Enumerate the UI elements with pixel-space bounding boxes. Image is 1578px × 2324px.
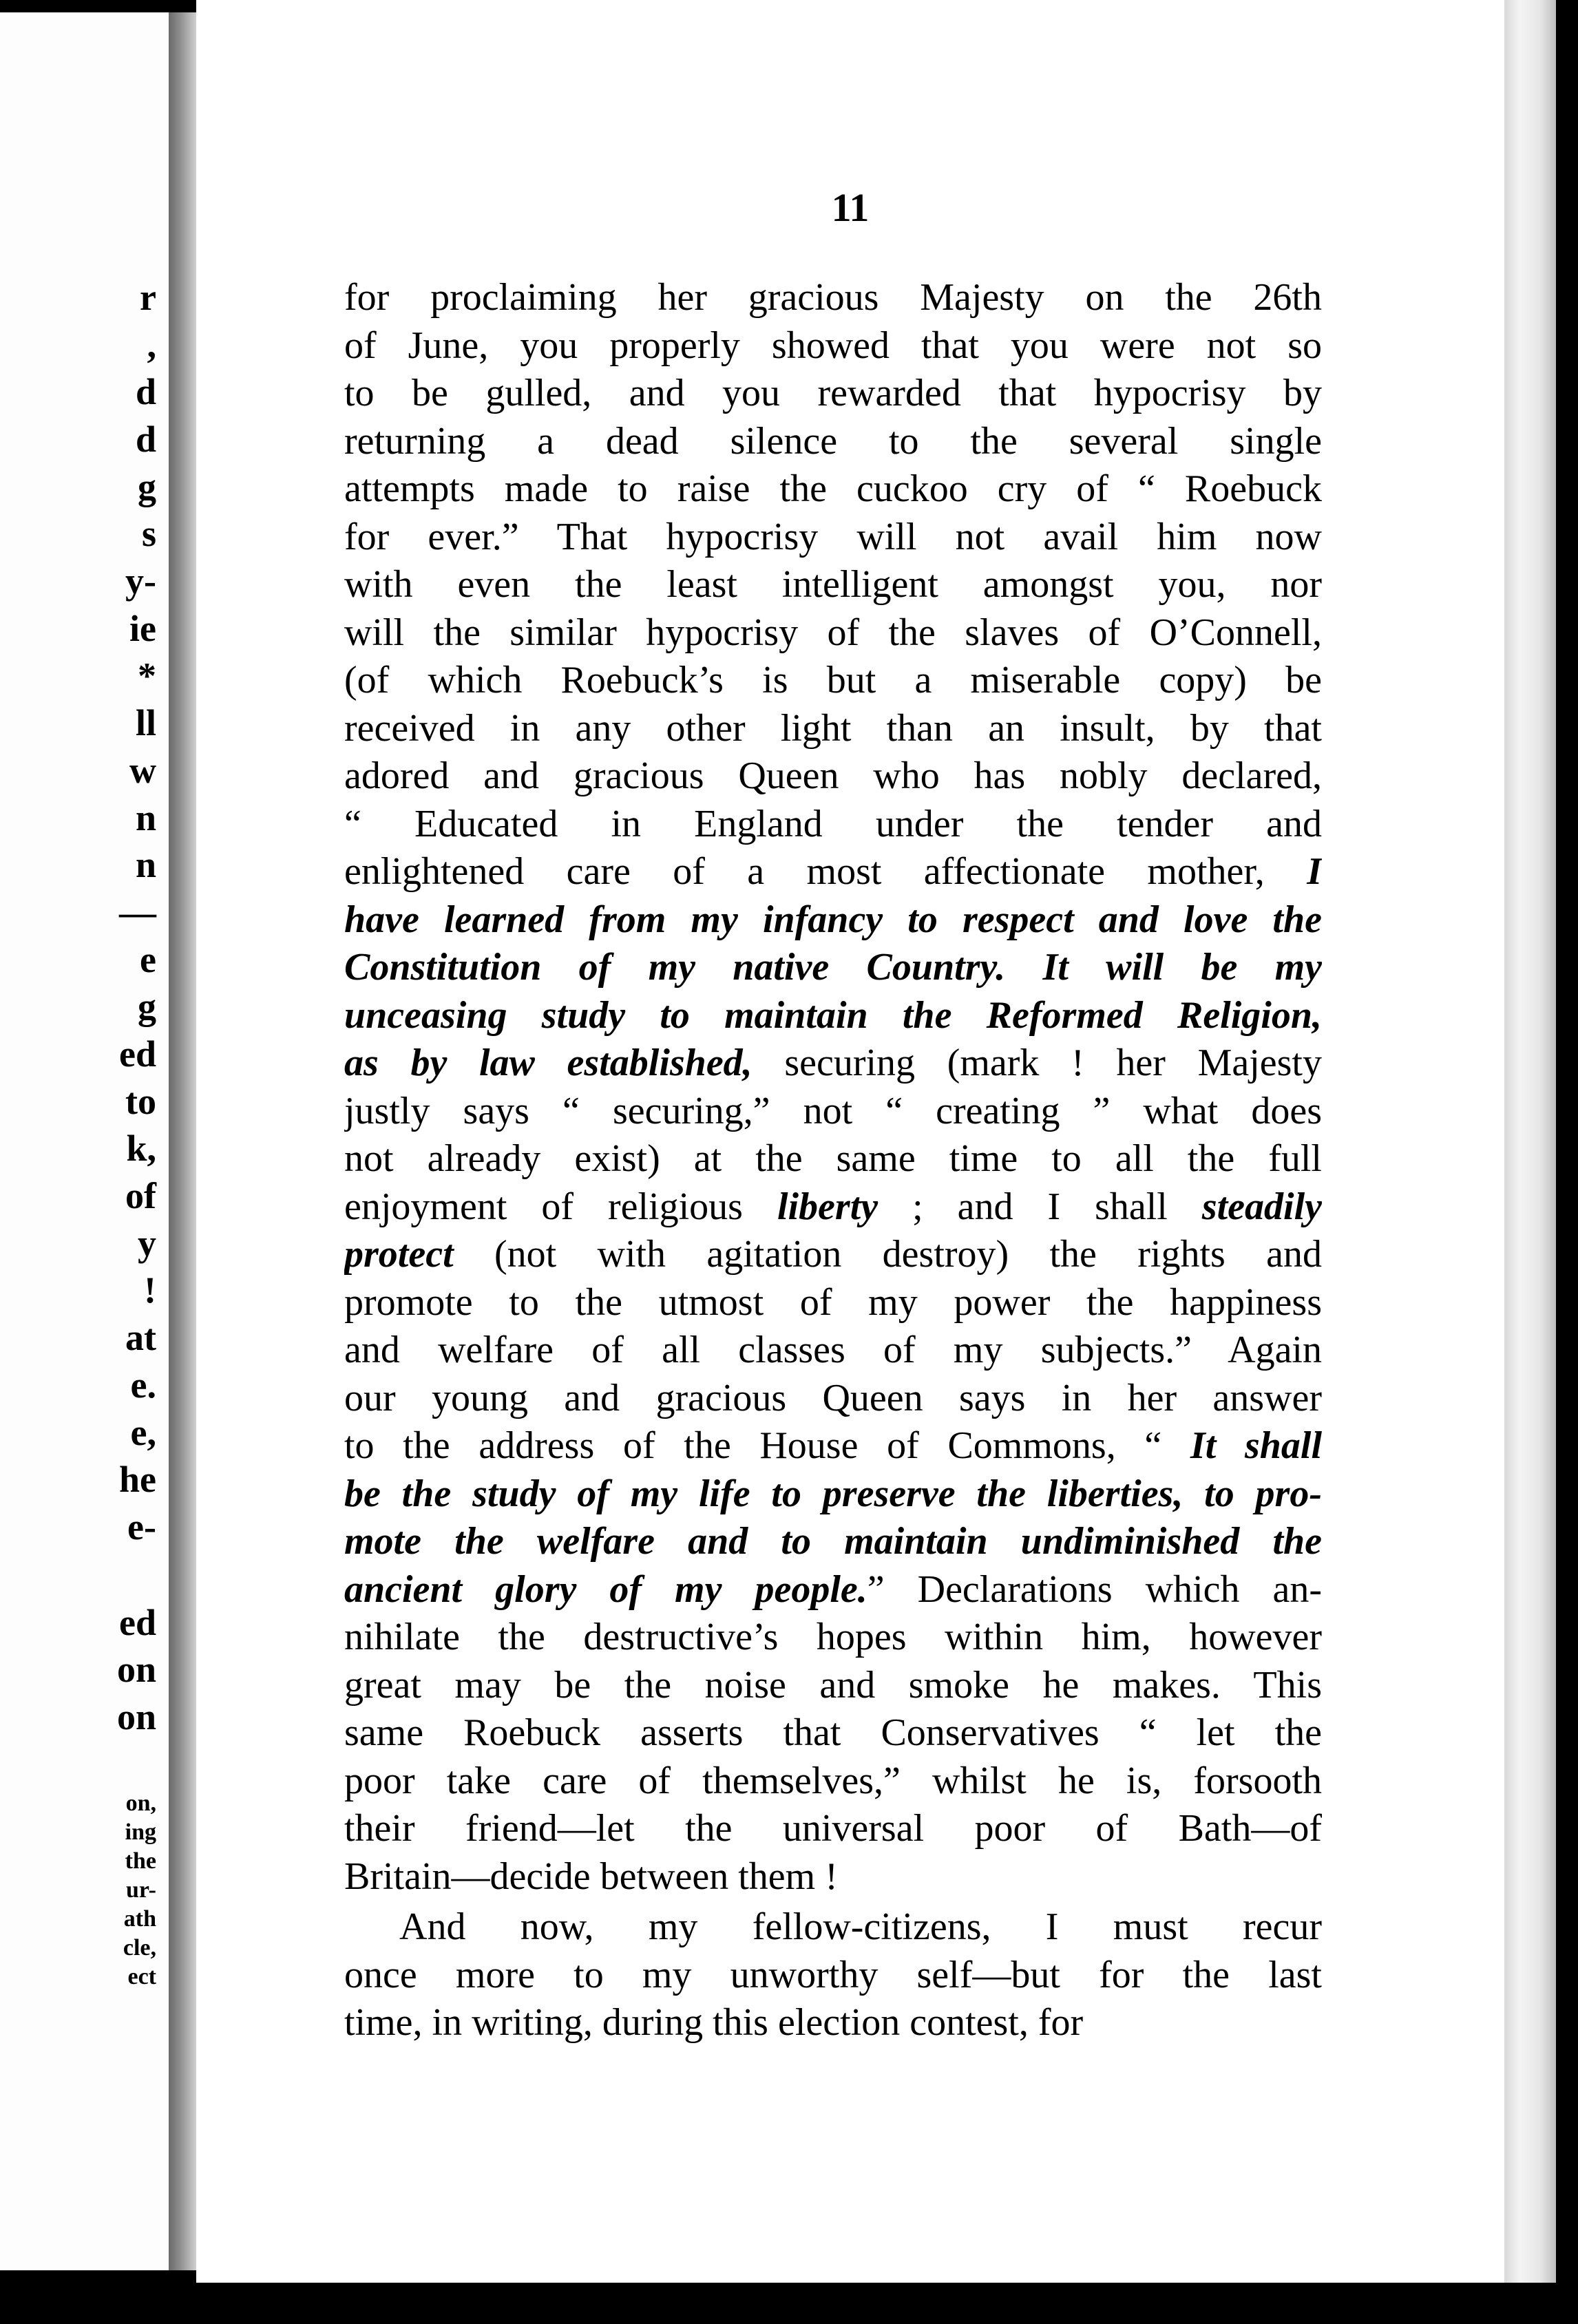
text-line <box>344 1135 1322 1183</box>
left-page-fragment: n <box>135 796 156 838</box>
left-page-fragment: d <box>135 419 156 461</box>
text-segment: received in any other light than an insult, by that <box>344 706 1322 750</box>
text-line <box>344 1183 1322 1232</box>
left-page-fragment: the <box>125 1848 156 1874</box>
text-line <box>344 514 1322 562</box>
left-page-fragment: ll <box>135 702 156 744</box>
left-page-fragment: e <box>140 938 156 980</box>
text-line <box>344 1231 1322 1279</box>
left-page-fragment: on <box>116 1696 156 1737</box>
text-line <box>344 1039 1322 1088</box>
text-segment: to the address of the House of Commons, “ <box>344 1424 1190 1467</box>
left-page-fragment: to <box>125 1080 156 1122</box>
text-line <box>344 801 1322 849</box>
text-line <box>344 752 1322 801</box>
left-page-fragment: of <box>125 1175 156 1217</box>
italic-text: protect <box>344 1233 454 1276</box>
left-page-fragment: ie <box>129 607 156 649</box>
left-facing-page <box>0 12 169 2270</box>
left-page-fragment: w <box>129 749 156 791</box>
text-line <box>344 1422 1322 1470</box>
text-segment: time, in writing, during this election contest, for <box>344 2001 1084 2044</box>
italic-text: steadily <box>1201 1185 1322 1228</box>
left-page-fragment: ed <box>119 1033 156 1075</box>
left-page-fragment: g <box>138 986 156 1028</box>
text-line <box>344 1088 1322 1136</box>
text-line <box>344 561 1322 609</box>
text-line <box>344 1327 1322 1375</box>
left-page-fragment: e, <box>130 1411 156 1453</box>
italic-text: as by law established, <box>344 1042 753 1084</box>
text-segment: securing (mark ! her Majesty <box>752 1042 1322 1084</box>
paragraph-1 <box>344 274 1322 1901</box>
text-line <box>344 657 1322 705</box>
text-line <box>344 465 1322 514</box>
text-line <box>344 848 1322 896</box>
italic-text: I <box>1307 850 1322 893</box>
text-segment: justly says “ securing,” not “ creating ” what does <box>344 1089 1322 1132</box>
left-page-fragment: cle, <box>123 1934 156 1961</box>
text-segment: same Roebuck asserts that Conservatives “ let the <box>344 1711 1322 1754</box>
text-line <box>344 1853 1322 1901</box>
left-page-fragment: y- <box>125 560 156 602</box>
left-page-fragment: ! <box>144 1269 156 1311</box>
text-line <box>344 1614 1322 1662</box>
text-line <box>344 1470 1322 1519</box>
left-page-fragment: ing <box>125 1819 156 1845</box>
fragment-gap <box>74 1551 156 1599</box>
left-page-fragment: n <box>135 844 156 886</box>
text-segment: not already exist) at the same time to all the full <box>344 1137 1322 1180</box>
body-text <box>344 274 1322 2047</box>
paragraph-2 <box>344 1903 1322 2047</box>
text-line <box>344 1518 1322 1566</box>
text-segment: will the similar hypocrisy of the slaves of O’Connell, <box>344 611 1322 654</box>
left-page-fragment: e- <box>127 1506 156 1547</box>
fragment-gap <box>74 1741 156 1789</box>
text-segment: Britain—decide between them ! <box>344 1855 838 1898</box>
text-segment: our young and gracious Queen says in her answer <box>344 1376 1322 1419</box>
text-segment: poor take care of themselves,” whilst he is, forsooth <box>344 1759 1322 1802</box>
text-segment: adored and gracious Queen who has nobly declared, <box>344 754 1322 797</box>
text-segment: great may be the noise and smoke he makes. This <box>344 1663 1322 1707</box>
text-segment: enlightened care of a most affectionate mother, <box>344 850 1307 893</box>
left-page-fragment: s <box>141 513 156 555</box>
text-line <box>344 1279 1322 1327</box>
left-page-fragment: g <box>138 465 156 507</box>
italic-text: have learned from my infancy to respect and love the <box>344 898 1322 941</box>
text-line <box>344 609 1322 657</box>
left-page-fragment: r <box>140 277 156 318</box>
text-line <box>344 1999 1322 2047</box>
text-segment: for ever.” That hypocrisy will not avail him now <box>344 515 1322 558</box>
page-number: 11 <box>831 185 870 230</box>
left-page-fragment: on <box>116 1649 156 1691</box>
left-page-fragment: ath <box>123 1905 156 1932</box>
text-line <box>344 1662 1322 1710</box>
left-page-fragment: at <box>125 1317 156 1359</box>
text-segment: with even the least intelligent amongst you, nor <box>344 563 1322 606</box>
text-segment: (not with agitation destroy) the rights and <box>453 1233 1322 1276</box>
italic-text: It shall <box>1190 1424 1322 1467</box>
text-segment: their friend—let the universal poor of Bath—of <box>344 1807 1322 1850</box>
text-segment: “ Educated in England under the tender and <box>344 802 1322 845</box>
text-segment: for proclaiming her gracious Majesty on the 26th <box>344 276 1322 319</box>
text-line <box>344 1952 1322 2000</box>
text-line <box>344 1375 1322 1423</box>
text-segment: returning a dead silence to the several single <box>344 419 1322 463</box>
text-segment: and welfare of all classes of my subjects.” Again <box>344 1329 1322 1371</box>
text-line <box>344 1805 1322 1853</box>
left-page-fragment: y <box>138 1222 156 1264</box>
italic-text: ancient glory of my people. <box>344 1567 867 1611</box>
page-edge <box>1504 0 1556 2283</box>
text-segment: enjoyment of religious <box>344 1185 777 1228</box>
text-line <box>344 1757 1322 1806</box>
text-line <box>344 418 1322 466</box>
text-segment: of June, you properly showed that you were not so <box>344 324 1322 367</box>
italic-text: liberty <box>777 1185 879 1228</box>
italic-text: mote the welfare and to maintain undiminished the <box>344 1520 1322 1563</box>
italic-text: be the study of my life to preserve the liberties, to pro- <box>344 1472 1322 1515</box>
text-segment: attempts made to raise the cuckoo cry of “ Roebuck <box>344 467 1322 510</box>
text-segment: ” Declarations which an- <box>867 1567 1322 1611</box>
text-line <box>344 1903 1322 1952</box>
text-line <box>344 1709 1322 1757</box>
italic-text: Constitution of my native Country. It will be my <box>344 946 1322 989</box>
text-segment: promote to the utmost of my power the happiness <box>344 1280 1322 1324</box>
left-page-fragment: * <box>138 655 156 697</box>
text-line <box>344 896 1322 944</box>
book-gutter <box>169 12 196 2270</box>
left-page-fragment: k, <box>126 1128 156 1170</box>
italic-text: unceasing study to maintain the Reformed Religion, <box>344 993 1322 1037</box>
left-page-fragment: ect <box>127 1963 156 1989</box>
text-line <box>344 322 1322 370</box>
left-page-text-fragments <box>74 274 156 1992</box>
text-segment: to be gulled, and you rewarded that hypocrisy by <box>344 372 1322 414</box>
text-line <box>344 370 1322 418</box>
text-line <box>344 705 1322 753</box>
text-segment: And now, my fellow-citizens, I must recur <box>399 1905 1322 1948</box>
text-segment: (of which Roebuck’s is but a miserable copy) be <box>344 659 1322 701</box>
text-segment: nihilate the destructive’s hopes within him, however <box>344 1616 1322 1658</box>
text-line <box>344 944 1322 992</box>
text-segment: ; and I shall <box>878 1185 1202 1228</box>
left-page-fragment: , <box>147 324 156 366</box>
text-line <box>344 992 1322 1040</box>
left-page-fragment: — <box>119 891 156 933</box>
text-line <box>344 274 1322 322</box>
text-line <box>344 1566 1322 1614</box>
left-page-fragment: on, <box>125 1790 156 1816</box>
left-page-fragment: ur- <box>125 1877 156 1903</box>
left-page-fragment: e. <box>130 1364 156 1406</box>
left-page-fragment: d <box>135 371 156 413</box>
text-segment: once more to my unworthy self—but for the last <box>344 1953 1322 1996</box>
left-page-fragment: he <box>119 1459 156 1501</box>
left-page-fragment: ed <box>119 1601 156 1643</box>
